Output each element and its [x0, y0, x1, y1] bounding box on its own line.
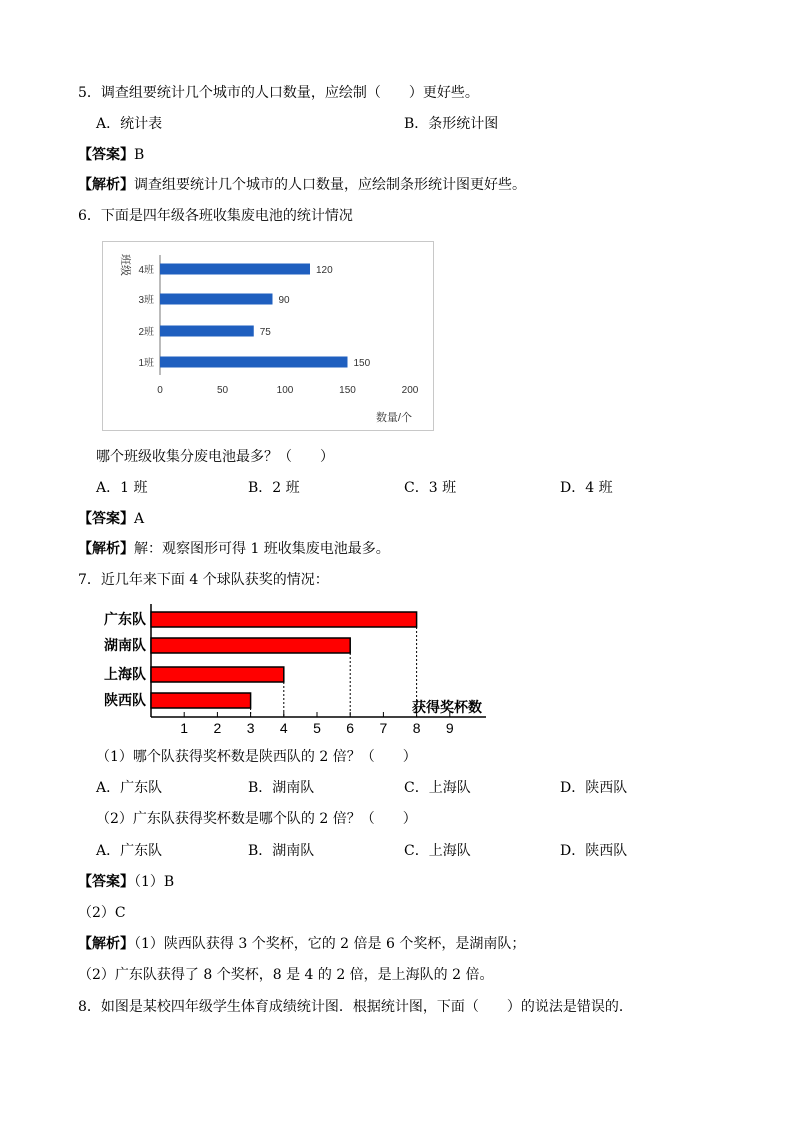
q5-answer	[78, 146, 144, 164]
q6-option-a: A．1 班	[96, 480, 148, 496]
q6-option-b: B．2 班	[248, 480, 300, 496]
q7-answer	[78, 873, 174, 891]
q6-question: 哪个班级收集分废电池最多？（ ）	[96, 449, 334, 465]
x-tick-label: 7	[379, 720, 388, 736]
x-tick-label: 1	[180, 720, 189, 736]
bar-category-label: 3班	[138, 295, 154, 306]
bar	[160, 264, 310, 275]
x-axis-label: 数量/个	[375, 412, 412, 424]
analysis-text: （1）陕西队获得 3 个奖杯，它的 2 倍是 6 个奖杯，是湖南队；	[134, 936, 526, 952]
x-tick-label: 2	[213, 720, 222, 736]
x-axis-label: 获得奖杯数	[412, 699, 482, 715]
bar	[151, 667, 284, 682]
bar	[151, 638, 350, 653]
q6-option-c: C．3 班	[404, 480, 457, 496]
q8-stem: 8．如图是某校四年级学生体育成绩统计图．根据统计图，下面（ ）的说法是错误的．	[78, 999, 633, 1015]
q5-option-a: A．统计表	[96, 116, 163, 132]
chart-battery-collection	[102, 241, 434, 431]
x-tick-label: 50	[216, 385, 229, 396]
bar-category-label: 2班	[138, 327, 154, 338]
q7-analysis	[78, 935, 525, 953]
x-tick-label: 9	[445, 720, 454, 736]
x-tick-label: 5	[313, 720, 321, 736]
bar-category-label: 陕西队	[104, 692, 146, 708]
answer-tag: 【答案】	[78, 511, 134, 527]
analysis-text: 解：观察图形可得 1 班收集废电池最多。	[134, 541, 390, 557]
answer-value: A	[134, 511, 145, 527]
q7-sub2-option-d: D．陕西队	[560, 843, 628, 859]
analysis-tag: 【解析】	[78, 541, 134, 557]
q6-option-d: D．4 班	[560, 480, 613, 496]
x-tick-label: 6	[346, 720, 355, 736]
q5-stem: 5．调查组要统计几个城市的人口数量，应绘制（ ）更好些。	[78, 85, 479, 101]
bar-category-label: 1班	[138, 358, 154, 369]
bar-value-label: 75	[259, 327, 271, 338]
x-tick-label: 4	[279, 720, 288, 736]
analysis-tag: 【解析】	[78, 936, 134, 952]
analysis-text: 调查组要统计几个城市的人口数量，应绘制条形统计图更好些。	[134, 177, 526, 193]
x-tick-label: 8	[412, 720, 421, 736]
q7-analysis-2: （2）广东队获得了 8 个奖杯，8 是 4 的 2 倍，是上海队的 2 倍。	[78, 967, 494, 983]
bar-category-label: 上海队	[104, 666, 146, 682]
q6-stem: 6．下面是四年级各班收集废电池的统计情况	[78, 208, 353, 224]
x-tick-label: 3	[246, 720, 255, 736]
q7-sub1-option-a: A．广东队	[96, 780, 163, 796]
q6-analysis	[78, 540, 390, 558]
answer-value: （1）B	[134, 874, 175, 890]
bar	[160, 294, 273, 305]
x-tick-label: 0	[157, 385, 163, 396]
bar-value-label: 90	[278, 295, 290, 306]
x-tick-label: 150	[339, 385, 356, 396]
bar	[160, 326, 254, 337]
answer-value: B	[134, 147, 145, 163]
bar-category-label: 广东队	[104, 611, 146, 627]
q5-analysis	[78, 176, 526, 194]
y-axis-label: 班级	[119, 254, 131, 276]
q7-sub1: （1）哪个队获得奖杯数是陕西队的 2 倍？（ ）	[96, 749, 417, 765]
q7-sub2-option-a: A．广东队	[96, 843, 163, 859]
x-tick-label: 200	[401, 385, 419, 396]
bar-value-label: 120	[316, 265, 333, 276]
q7-sub1-option-b: B．湖南队	[248, 780, 315, 796]
q7-sub2: （2）广东队获得奖杯数是哪个队的 2 倍？（ ）	[96, 811, 417, 827]
q5-option-b: B．条形统计图	[404, 116, 499, 132]
bar-category-label: 湖南队	[104, 637, 146, 653]
answer-tag: 【答案】	[78, 874, 134, 890]
bar-category-label: 4班	[138, 265, 154, 276]
answer-tag: 【答案】	[78, 147, 134, 163]
q7-sub2-option-c: C．上海队	[404, 843, 471, 859]
q7-sub1-option-d: D．陕西队	[560, 780, 628, 796]
bar	[151, 612, 417, 627]
x-tick-label: 100	[276, 385, 294, 396]
q7-sub2-option-b: B．湖南队	[248, 843, 315, 859]
q7-sub1-option-c: C．上海队	[404, 780, 471, 796]
analysis-tag: 【解析】	[78, 177, 134, 193]
q7-stem: 7．近几年来下面 4 个球队获奖的情况：	[78, 572, 329, 588]
q7-answer-2: （2）C	[78, 905, 126, 921]
bar	[151, 693, 251, 708]
q6-answer	[78, 510, 144, 528]
bar-value-label: 150	[353, 358, 371, 369]
chart-team-trophies	[94, 604, 514, 742]
bar	[160, 357, 348, 368]
